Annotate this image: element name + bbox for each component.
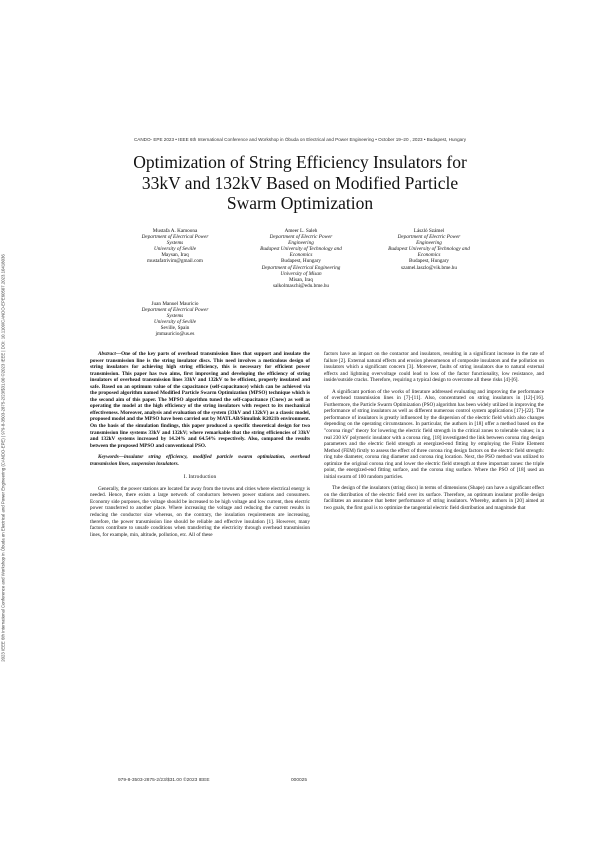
author-place: Budapest, Hungary: [280, 258, 322, 265]
author-place: Misan, Iraq: [289, 276, 313, 283]
author-affiliation: Economics: [289, 252, 313, 259]
keywords-label: Keywords: [98, 454, 119, 461]
keywords-paragraph: [90, 454, 310, 467]
author-email[interactable]: mustafatrivim@gmail.com: [147, 258, 203, 265]
author-affiliation: Department of Electric Power: [397, 234, 461, 241]
page-number: 000025: [291, 778, 308, 783]
footer-copyright: 979-8-3503-2875-2/23/$31.00 ©2023 IEEE: [118, 778, 210, 783]
author-email[interactable]: szamel.laszlo@vik.bme.hu: [401, 264, 457, 271]
abstract-label: Abstract: [98, 351, 116, 357]
paper-title: [100, 152, 500, 214]
author-place: Maysan, Iraq: [161, 252, 189, 259]
author-place: Seville, Spain: [160, 325, 190, 332]
title-line: Swarm Optimization: [226, 193, 374, 213]
author-place: Budapest, Hungary: [408, 258, 450, 265]
author-name: Ameer L. Saleh: [284, 228, 318, 234]
author-email[interactable]: jmmauricio@us.es: [155, 331, 195, 338]
conference-header: CANDO- EPE 2023 • IEEE 6th International Conference and Workshop in Óbuda on Electrical and Power Engineering • October 19–20 , 2023 • Budapest, Hungary: [133, 137, 467, 142]
author-block: [243, 228, 359, 289]
body-paragraph: Generally, the power stations are located far away from the towns and cities where electrical energy is needed. Hence, there exists a large network of conductors between power stations and consumers. Economy side purposes, the voltage should be increased to be high voltage and low current, then electric power transferred to another place. Where increasing the voltage and reducing the current results in reducing the conductor size whereas, on the contrary, the insulation requirements are increasing, therefore, the power transmission line should be reliable and effective insulation [1]. However, many factors contribute to unsafe conditions when transferring the electricity through overhead transmission lines, for example, min, altitude, pollution, etc. All of these: [90, 485, 310, 538]
author-affiliation: Engineering: [416, 240, 442, 247]
author-affiliation: Budapest University of Technology and: [388, 246, 470, 253]
right-column: [324, 351, 544, 512]
author-affiliation: Engineering: [288, 240, 314, 247]
author-affiliation: Budapest University of Technology and: [260, 246, 342, 253]
body-paragraph: The design of the insulators (string discs) in terms of dimensions (Shape) can have a significant effect on the distribution of the electric field over its surface. Therefore, an optimum insulator profile design facilitates an assurance that better performance of string insulators. Whereby, authors in [20] aimed at two goals, the first goal is to optimize the tangential electric field distribution and magnitude that: [324, 485, 544, 512]
author-affiliation: University of Seville: [153, 319, 197, 326]
title-line: Optimization of String Efficiency Insulators for: [133, 152, 467, 172]
section-heading: I. Introduction: [183, 474, 217, 481]
author-name: Juan Manuel Mauricio: [151, 301, 199, 307]
author-affiliation: Department of Electrical Power: [141, 234, 209, 241]
title-line: 33kV and 132kV Based on Modified Particle: [141, 172, 459, 193]
side-citation-text: 2023 IEEE 6th International Conference and Workshop in Óbuda on Electrical and Power Engineering (CANDO-EPE) | 979-8-3503-2875-2/23/$31.00 ©2023 IEEE | DOI: 10.1109/CANDO-EPE60507.2023.10418036: [0, 254, 6, 662]
left-column: [90, 351, 310, 538]
author-affiliation: Department of Electric Power: [269, 234, 333, 241]
author-affiliation: Department of Electrical Power: [141, 307, 209, 314]
abstract-paragraph: [90, 351, 310, 449]
author-affiliation: University of Misan: [280, 270, 322, 277]
author-block: [371, 228, 487, 271]
author-block: [120, 228, 230, 265]
author-affiliation: Systems: [166, 313, 184, 320]
author-name: László Számel: [413, 228, 445, 234]
author-email[interactable]: salkolmaschi@edu.bme.hu: [272, 282, 330, 289]
body-paragraph: A significant portion of the works of literature addressed evaluating and improving the performance of overhead transmission lines in [7]-[11]. Also, concentrated on string insulators in [12]-[16]. Furthermore, the Particle Swarm Optimization (PSO) algorithm has been widely utilized in improving the performance of string insulators as well as different numerous control system applications [17]-[22]. The performance of insulators is greatly influenced by the dispersion of the electric field which also changes depending on the operating circumstances. In particular, the authors in [18] offer a method based on the "corona rings" theory for lowering the electric field strength in the critical zones to tolerable values; in a real 230 kV polymeric insulator with a corona ring, [18] investigated the link between corona ring design parameters and the electric field strength at energized-end fitting by employing the Finite Element Method (FEM) firstly to assess the effect of three corona ring design factors on the electric field strength: ring tube diameter, corona ring diameter and corona ring location. Next, the PSO method was utilized to optimize the original corona ring and lower the electric field strength at three important zones: the triple point, the energized-end fitting surface, and the corona ring surface. Where the PSO of [18] used an initial swarm of 100 random particles.: [324, 388, 544, 480]
author-block: [120, 301, 230, 338]
author-affiliation: University of Seville: [153, 246, 197, 253]
author-affiliation: Department of Electrical Engineering: [261, 264, 341, 271]
abstract-text: —One of the key parts of overhead transmission lines that support and insulate the power transmission line is the string insulator discs. This need involves a meticulous design of string insulators for achieving high string efficiency, this is necessary for efficient power transmission. This paper has two aims, first improving and developing the efficiency of string insulators of overhead transmission lines 33kV and 132kV to be efficient, properly insulated and safe. Based on an optimum value of the capacitance (self-capacitance) which can be achieved via the proposed algorithm named Modified Particle Swarm Optimization (MPSO) technique which is the second aim of this paper. The MPSO algorithm tuned the self-capacitance (Cnew) as well as operating the model at the high efficiency of the string insulators with respect to its mechanical effectiveness. Moreover, analysis and evaluation of the system (33kV and 132kV) as a classic model, proposed model and the MPSO have been carried out by MATLAB/Simulink R2021b environment. On the basis of the simulation findings, this paper produced a specific theoretical design for two transmission line systems 33kV and 132kV; where remarkable that the string efficiencies of 33kV and 132kV systems increased by 14.24% and 64.54% respectively. Also, compared the results between the proposed MPSO and conventional PSO.: [90, 351, 310, 449]
author-name: Mustafa A. Kamoona: [152, 228, 198, 234]
keywords-text: —insulator string efficiency, modified particle swarm optimization, overhead transmission lines, suspension insulators.: [90, 454, 310, 467]
author-affiliation: Systems: [166, 240, 184, 247]
author-affiliation: Economics: [417, 252, 441, 259]
body-paragraph: factors have an impact on the contactor and insulators, resulting in a significant increase in the rate of failure [2]. External natural effects and erosion phenomenon of composite insulators and the pollution on insulators which a significant concern [3]. Moreover, faults of string insulators due to natural external effects and lightning overvoltage could lead to loss of the factor functionality, low resistance, and inside/outside cracks. Therefore, requiring a typical design to overcome all these risks [4]-[6].: [324, 351, 544, 384]
